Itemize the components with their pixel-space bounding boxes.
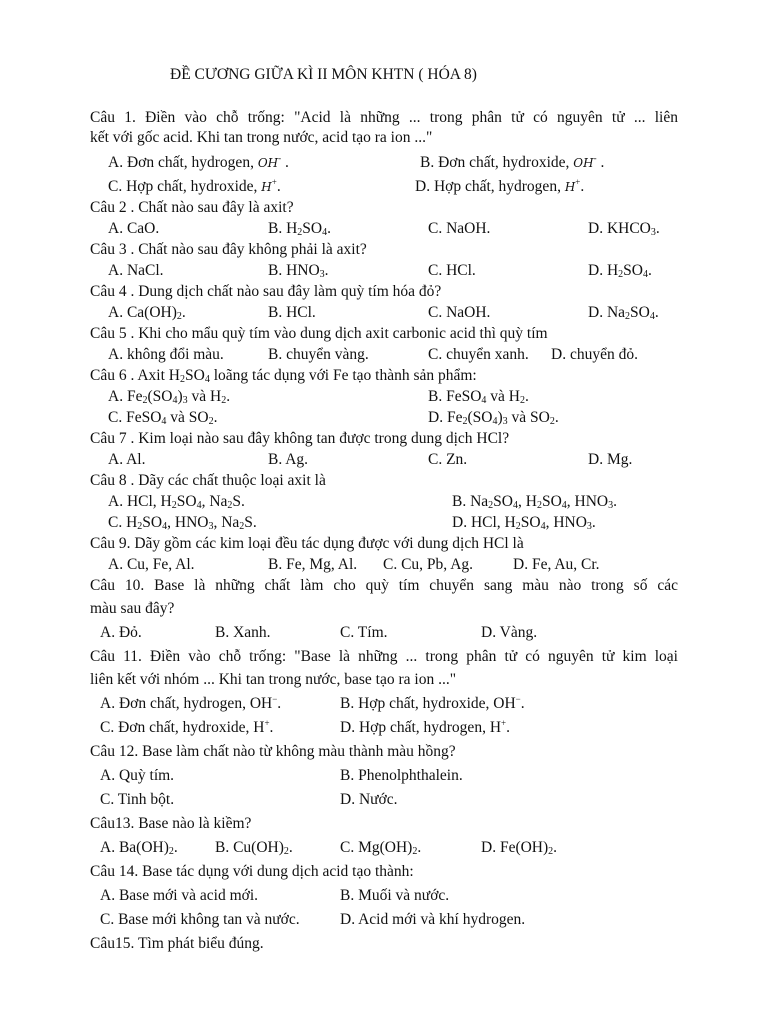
q9-stem: Câu 9. Dãy gồm các kim loại đều tác dụng được với dung dịch HCl là xyxy=(90,535,524,552)
q14-option-b: B. Muối và nước. xyxy=(340,887,450,904)
page-title: ĐỀ CƯƠNG GIỮA KÌ II MÔN KHTN ( HÓA 8) xyxy=(170,66,477,83)
q2-option-c: C. NaOH. xyxy=(428,220,491,237)
q6-option-c: C. FeSO$_4$ và $SO_2$. xyxy=(108,409,218,427)
q12-option-c: C. Tinh bột. xyxy=(100,791,175,808)
q7-option-c: C. Zn. xyxy=(428,451,468,468)
q10-option-a: A. Đỏ. xyxy=(100,624,142,641)
q5-option-a: A. không đổi màu. xyxy=(108,346,224,363)
q1-option-a: A. Đơn chất, hydrogen, OH- . xyxy=(108,153,289,171)
q12-option-b: B. Phenolphthalein. xyxy=(340,767,463,784)
q13-option-d: D. $Fe(OH)_2$. xyxy=(481,839,558,857)
q14-option-c: C. Base mới không tan và nước. xyxy=(100,911,300,928)
q7-option-a: A. Al. xyxy=(108,451,146,468)
q5-option-c: C. chuyển xanh. xyxy=(428,346,529,363)
q2-stem: Câu 2 . Chất nào sau đây là axit? xyxy=(90,199,294,216)
q1-option-b: B. Đơn chất, hydroxide, OH- . xyxy=(420,153,605,171)
q4-option-c: C. NaOH. xyxy=(428,304,491,321)
q11-option-a: A. Đơn chất, hydrogen, OH−. xyxy=(100,694,282,712)
q14-option-d: D. Acid mới và khí hydrogen. xyxy=(340,911,526,928)
q7-option-d: D. Mg. xyxy=(588,451,633,468)
q6-option-b: B. FeSO$_4$ và $H_2$. xyxy=(428,388,529,406)
q10-option-b: B. Xanh. xyxy=(215,624,271,641)
q2-option-d: D. $KHCO_3$. xyxy=(588,220,660,238)
q1-option-d: D. Hợp chất, hydrogen, H+. xyxy=(415,177,585,195)
q10-option-c: C. Tím. xyxy=(340,624,388,641)
q6-option-d: D. $Fe_2(SO_4)_3$ và $SO_2$. xyxy=(428,409,559,427)
q8-option-a: A. HCl, $H_2SO_4$, $Na_2S$. xyxy=(108,493,245,511)
q4-stem: Câu 4 . Dung dịch chất nào sau đây làm quỳ tím hóa đỏ? xyxy=(90,283,442,300)
q1-line1: Câu 1. Điền vào chỗ trống: "Acid là những ... trong phân tử có nguyên tử ... liên xyxy=(90,109,678,126)
q4-option-b: B. HCl. xyxy=(268,304,316,321)
q7-option-b: B. Ag. xyxy=(268,451,309,468)
q9-option-d: D. Fe, Au, Cr. xyxy=(513,556,600,573)
q9-option-b: B. Fe, Mg, Al. xyxy=(268,556,358,573)
q11-line2: liên kết với nhóm ... Khi tan trong nước, base tạo ra ion ..." xyxy=(90,671,457,688)
q1-option-c: C. Hợp chất, hydroxide, H+. xyxy=(108,177,281,195)
q11-option-b: B. Hợp chất, hydroxide, OH−. xyxy=(340,694,525,712)
q4-option-d: D. $Na_2SO_4$. xyxy=(588,304,659,322)
q11-line1: Câu 11. Điền vào chỗ trống: "Base là những ... trong phân tử có nguyên tử kim loại xyxy=(90,648,678,665)
q11-option-c: C. Đơn chất, hydroxide, H+. xyxy=(100,718,274,736)
q12-option-a: A. Quỳ tím. xyxy=(100,767,175,784)
q6-stem: Câu 6 . Axit $H_2SO_4$ loãng tác dụng với Fe tạo thành sản phẩm: xyxy=(90,367,477,385)
q8-option-d: D. HCl, $H_2SO_4$, $HNO_3$. xyxy=(452,514,596,532)
q2-option-a: A. CaO. xyxy=(108,220,160,237)
q14-option-a: A. Base mới và acid mới. xyxy=(100,887,259,904)
q13-option-c: C. $Mg(OH)_2$. xyxy=(340,839,422,857)
q12-option-d: D. Nước. xyxy=(340,791,398,808)
q8-option-c: C. $H_2SO_4$, $HNO_3$, $Na_2S$. xyxy=(108,514,257,532)
q11-option-d: D. Hợp chất, hydrogen, H+. xyxy=(340,718,510,736)
q3-option-c: C. HCl. xyxy=(428,262,476,279)
q5-option-b: B. chuyển vàng. xyxy=(268,346,369,363)
q6-option-a: A. $Fe_2(SO_4)_3$ và $H_2$. xyxy=(108,388,231,406)
q12-stem: Câu 12. Base làm chất nào từ không màu thành màu hồng? xyxy=(90,743,456,760)
q3-stem: Câu 3 . Chất nào sau đây không phải là axit? xyxy=(90,241,367,258)
q10-line2: màu sau đây? xyxy=(90,600,175,617)
q13-option-b: B. $Cu(OH)_2$. xyxy=(215,839,293,857)
q3-option-b: B. $HNO_3$. xyxy=(268,262,329,280)
q15-stem: Câu15. Tìm phát biểu đúng. xyxy=(90,935,264,952)
q5-option-d: D. chuyển đỏ. xyxy=(551,346,638,363)
q4-option-a: A. $Ca(OH)_2$. xyxy=(108,304,186,322)
q1-line2: kết với gốc acid. Khi tan trong nước, acid tạo ra ion ..." xyxy=(90,129,433,146)
q13-option-a: A. $Ba(OH)_2$. xyxy=(100,839,178,857)
q2-option-b: B. $H_2SO_4$. xyxy=(268,220,331,238)
q8-stem: Câu 8 . Dãy các chất thuộc loại axit là xyxy=(90,472,326,489)
q10-option-d: D. Vàng. xyxy=(481,624,538,641)
q7-stem: Câu 7 . Kim loại nào sau đây không tan được trong dung dịch HCl? xyxy=(90,430,510,447)
q13-stem: Câu13. Base nào là kiềm? xyxy=(90,815,252,832)
q14-stem: Câu 14. Base tác dụng với dung dịch acid tạo thành: xyxy=(90,863,414,880)
q9-option-c: C. Cu, Pb, Ag. xyxy=(383,556,474,573)
q10-line1: Câu 10. Base là những chất làm cho quỳ tím chuyển sang màu nào trong số các xyxy=(90,577,678,594)
q9-option-a: A. Cu, Fe, Al. xyxy=(108,556,195,573)
q3-option-a: A. NaCl. xyxy=(108,262,164,279)
q3-option-d: D. $H_2SO_4$. xyxy=(588,262,652,280)
q5-stem: Câu 5 . Khi cho mẩu quỳ tím vào dung dịch axit carbonic acid thì quỳ tím xyxy=(90,325,548,342)
q8-option-b: B. $Na_2SO_4$, $H_2SO_4$, $HNO_3$. xyxy=(452,493,617,511)
